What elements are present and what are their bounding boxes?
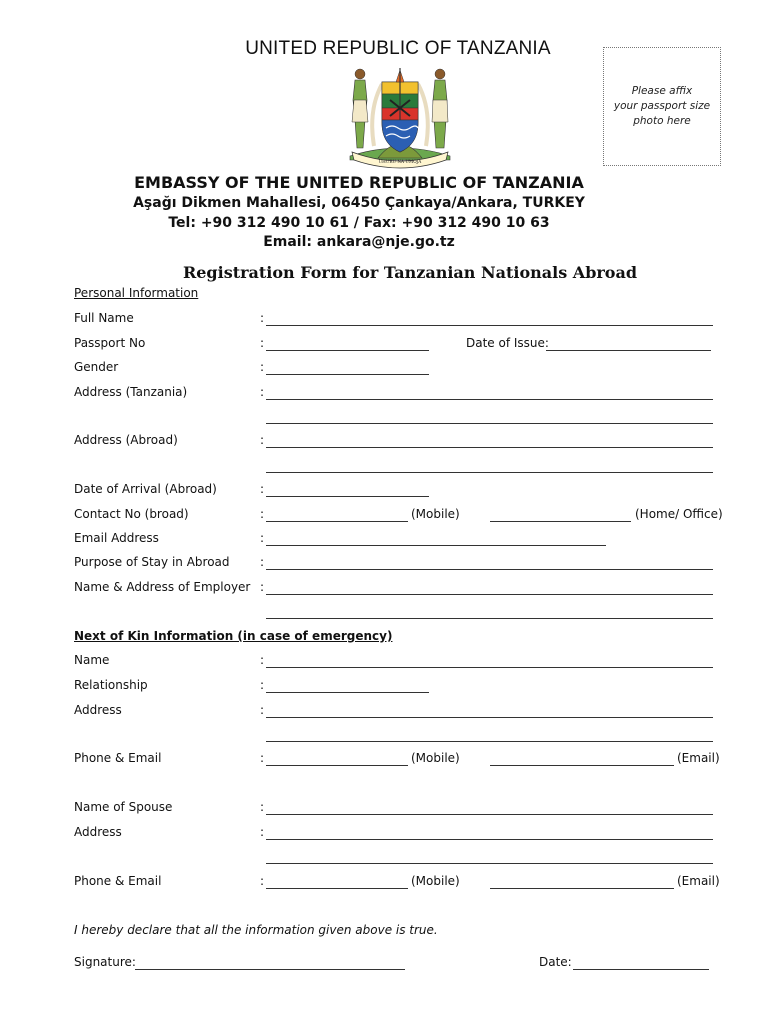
email-address-label: Email Address	[74, 531, 159, 545]
spouse-mobile-label: (Mobile)	[411, 874, 460, 888]
date-field[interactable]	[573, 969, 709, 970]
country-title: UNITED REPUBLIC OF TANZANIA	[245, 38, 551, 59]
colon: :	[260, 580, 265, 594]
kin-email-field[interactable]	[490, 765, 674, 766]
colon: :	[260, 678, 265, 692]
kin-relationship-field[interactable]	[266, 692, 429, 693]
full-name-field[interactable]	[266, 325, 713, 326]
colon: :	[260, 360, 265, 374]
address-tanzania-field-2[interactable]	[266, 423, 713, 424]
colon: :	[260, 751, 265, 765]
colon: :	[260, 482, 265, 496]
embassy-name: EMBASSY OF THE UNITED REPUBLIC OF TANZANIA	[134, 173, 584, 192]
address-abroad-field-2[interactable]	[266, 472, 713, 473]
contact-home-office-field[interactable]	[490, 521, 631, 522]
photo-box-text	[614, 84, 710, 129]
photo-box-line-1: Please affix	[631, 85, 693, 97]
date-of-issue-field[interactable]	[546, 350, 711, 351]
spouse-name-field[interactable]	[266, 814, 713, 815]
contact-no-label: Contact No (broad)	[74, 507, 189, 521]
gender-field[interactable]	[266, 374, 429, 375]
kin-mobile-field[interactable]	[266, 765, 408, 766]
spouse-email-label: (Email)	[677, 874, 720, 888]
colon: :	[260, 703, 265, 717]
gender-label: Gender	[74, 360, 119, 374]
full-name-label: Full Name	[74, 311, 134, 325]
employer-field-2[interactable]	[266, 618, 713, 619]
colon: :	[260, 653, 265, 667]
kin-name-label: Name	[74, 653, 110, 667]
date-arrival-field[interactable]	[266, 496, 429, 497]
purpose-stay-field[interactable]	[266, 569, 713, 570]
address-tanzania-label: Address (Tanzania)	[74, 385, 188, 399]
spouse-phone-email-label: Phone & Email	[74, 874, 162, 888]
coat-of-arms-emblem	[340, 60, 460, 170]
employer-field-1[interactable]	[266, 594, 713, 595]
colon: :	[260, 531, 265, 545]
passport-no-field[interactable]	[266, 350, 429, 351]
form-title: Registration Form for Tanzanian Nationals Abroad	[182, 263, 638, 282]
kin-phone-email-label: Phone & Email	[74, 751, 162, 765]
spouse-address-field-2[interactable]	[266, 863, 713, 864]
passport-photo-box	[603, 47, 721, 166]
contact-mobile-field[interactable]	[266, 521, 408, 522]
embassy-tel-fax: Tel: +90 312 490 10 61 / Fax: +90 312 490 10 63	[168, 215, 550, 231]
date-of-issue-label: Date of Issue:	[466, 336, 549, 350]
kin-mobile-label: (Mobile)	[411, 751, 460, 765]
contact-home-office-label: (Home/ Office)	[635, 507, 723, 521]
colon: :	[260, 555, 265, 569]
passport-no-label: Passport No	[74, 336, 146, 350]
personal-info-heading: Personal Information	[74, 286, 199, 300]
signature-field[interactable]	[135, 969, 405, 970]
colon: :	[260, 336, 265, 350]
kin-email-label: (Email)	[677, 751, 720, 765]
spouse-address-field-1[interactable]	[266, 839, 713, 840]
colon: :	[260, 800, 265, 814]
next-of-kin-heading: Next of Kin Information (in case of emergency)	[74, 629, 393, 643]
spouse-mobile-field[interactable]	[266, 888, 408, 889]
emblem-banner-text: UHURU NA UMOJA	[378, 159, 422, 164]
colon: :	[260, 825, 265, 839]
declaration-text: I hereby declare that all the information given above is true.	[74, 923, 438, 937]
colon: :	[260, 311, 265, 325]
spouse-address-label: Address	[74, 825, 122, 839]
colon: :	[260, 433, 265, 447]
date-label: Date:	[539, 955, 572, 969]
signature-label: Signature:	[74, 955, 136, 969]
embassy-email: Email: ankara@nje.go.tz	[263, 234, 455, 250]
spouse-name-label: Name of Spouse	[74, 800, 173, 814]
colon: :	[260, 385, 265, 399]
address-abroad-label: Address (Abroad)	[74, 433, 178, 447]
contact-mobile-label: (Mobile)	[411, 507, 460, 521]
colon: :	[260, 874, 265, 888]
address-tanzania-field-1[interactable]	[266, 399, 713, 400]
spouse-email-field[interactable]	[490, 888, 674, 889]
kin-address-field-2[interactable]	[266, 741, 713, 742]
kin-address-label: Address	[74, 703, 122, 717]
date-arrival-label: Date of Arrival (Abroad)	[74, 482, 217, 496]
purpose-stay-label: Purpose of Stay in Abroad	[74, 555, 230, 569]
colon: :	[260, 507, 265, 521]
kin-name-field[interactable]	[266, 667, 713, 668]
employer-label: Name & Address of Employer	[74, 580, 251, 594]
embassy-address: Aşağı Dikmen Mahallesi, 06450 Çankaya/Ankara, TURKEY	[133, 195, 585, 211]
kin-address-field-1[interactable]	[266, 717, 713, 718]
email-address-field[interactable]	[266, 545, 606, 546]
photo-box-line-2: your passport size	[613, 100, 711, 112]
address-abroad-field-1[interactable]	[266, 447, 713, 448]
kin-relationship-label: Relationship	[74, 678, 148, 692]
photo-box-line-3: photo here	[633, 115, 691, 127]
